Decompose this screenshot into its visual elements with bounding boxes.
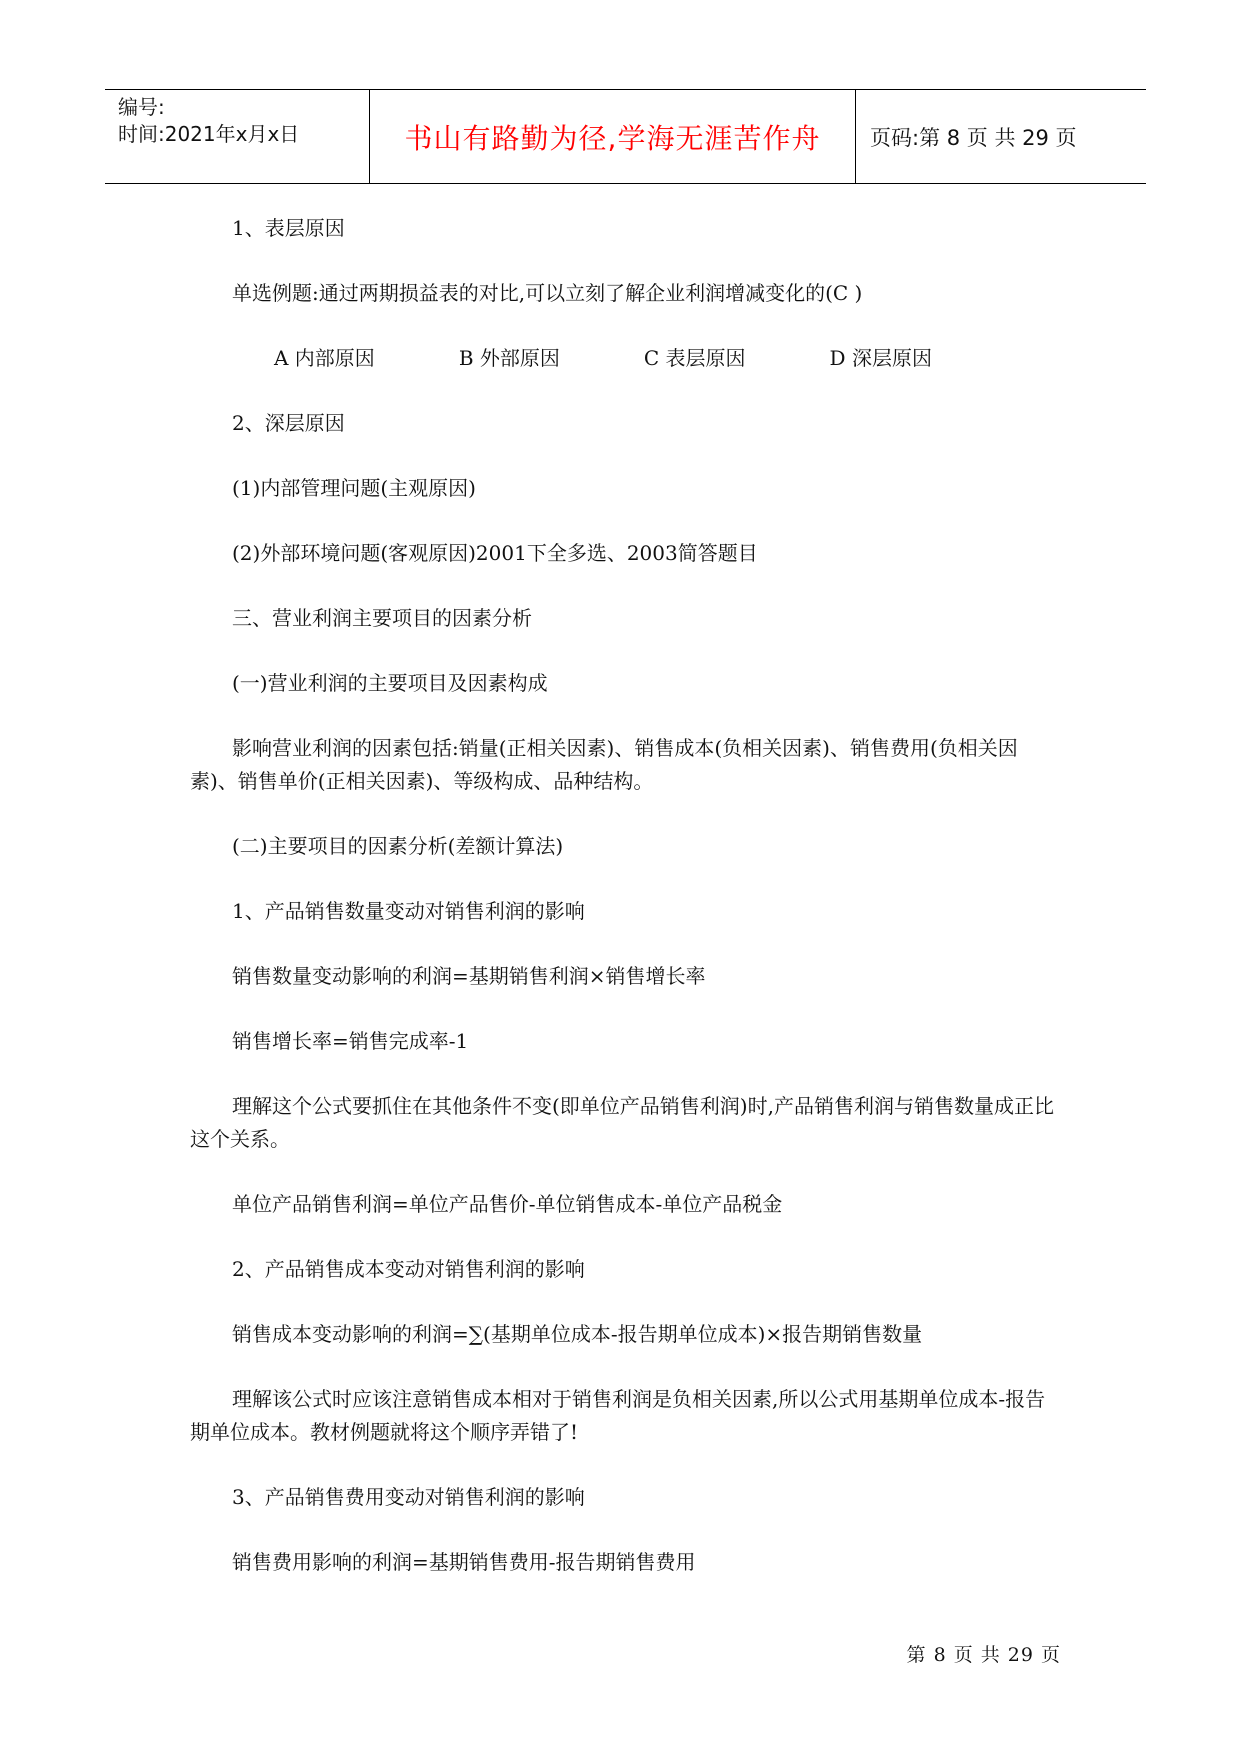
time-label: 时间:2021年x月x日	[118, 122, 300, 146]
formula: 销售成本变动影响的利润=∑(基期单位成本-报告期单位成本)×报告期销售数量	[232, 1322, 923, 1346]
formula: 销售费用影响的利润=基期销售费用-报告期销售费用	[232, 1550, 696, 1574]
section-heading: 三、营业利润主要项目的因素分析	[232, 606, 532, 630]
option-c: C 表层原因	[643, 346, 746, 370]
paragraph: 1、表层原因	[232, 216, 345, 240]
page-header	[105, 89, 1146, 184]
paragraph: 2、产品销售成本变动对销售利润的影响	[232, 1257, 585, 1281]
subsection-heading: (二)主要项目的因素分析(差额计算法)	[232, 834, 564, 858]
formula: 销售增长率=销售完成率-1	[232, 1029, 469, 1053]
header-meta	[105, 90, 370, 183]
paragraph: 理解该公式时应该注意销售成本相对于销售利润是负相关因素,所以公式用基期单位成本-报告期单位成本。教材例题就将这个顺序弄错了!	[190, 1387, 1046, 1444]
header-motto: 书山有路勤为径,学海无涯苦作舟	[370, 90, 856, 183]
formula: 单位产品销售利润=单位产品售价-单位销售成本-单位产品税金	[232, 1192, 783, 1216]
number-label: 编号:	[118, 95, 165, 119]
option-b: B 外部原因	[458, 346, 560, 370]
formula: 销售数量变动影响的利润=基期销售利润×销售增长率	[232, 964, 706, 988]
paragraph: 理解这个公式要抓住在其他条件不变(即单位产品销售利润)时,产品销售利润与销售数量成正比这个关系。	[190, 1094, 1054, 1151]
paragraph: 单选例题:通过两期损益表的对比,可以立刻了解企业利润增减变化的(C )	[232, 281, 863, 305]
paragraph: 1、产品销售数量变动对销售利润的影响	[232, 899, 585, 923]
paragraph: 影响营业利润的因素包括:销量(正相关因素)、销售成本(负相关因素)、销售费用(负相关因素)、销售单价(正相关因素)、等级构成、品种结构。	[190, 736, 1018, 793]
page-footer: 第 8 页 共 29 页	[906, 1644, 1061, 1666]
option-d: D 深层原因	[829, 346, 932, 370]
paragraph: (2)外部环境问题(客观原因)2001下全多选、2003简答题目	[232, 541, 758, 565]
option-a: A 内部原因	[274, 346, 375, 370]
paragraph: 3、产品销售费用变动对销售利润的影响	[232, 1485, 585, 1509]
paragraph: (1)内部管理问题(主观原因)	[232, 476, 476, 500]
document-body	[190, 212, 1062, 1611]
answer-options	[190, 342, 1062, 375]
header-page-code: 页码:第 8 页 共 29 页	[870, 125, 1077, 150]
paragraph: 2、深层原因	[232, 411, 345, 435]
subsection-heading: (一)营业利润的主要项目及因素构成	[232, 671, 548, 695]
